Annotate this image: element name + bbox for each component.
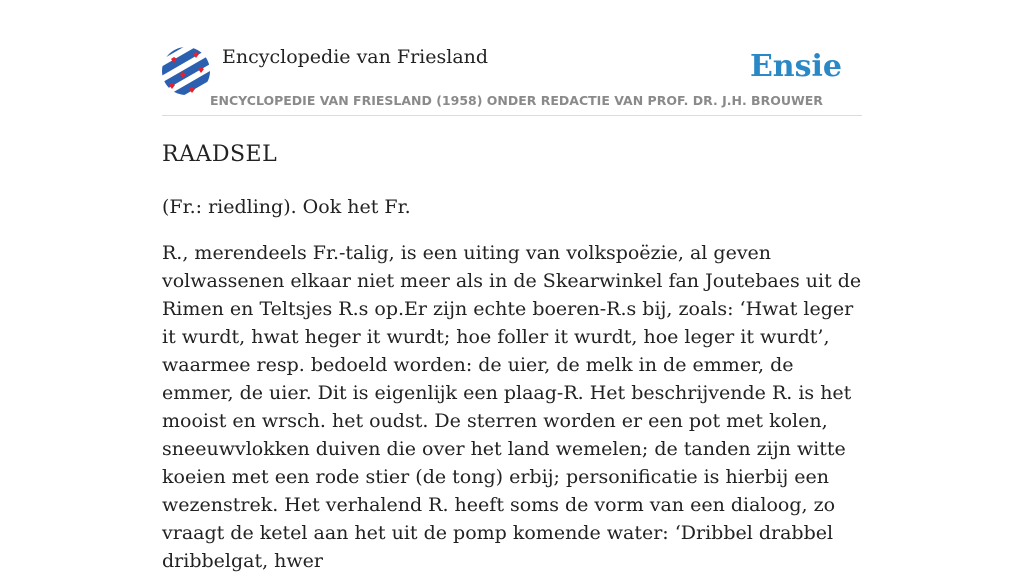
site-title[interactable]: Encyclopedie van Friesland	[222, 46, 489, 68]
article	[162, 140, 862, 575]
article-title: RAADSEL	[162, 142, 278, 167]
article-lead: (Fr.: riedling). Ook het Fr.	[162, 196, 411, 218]
ensie-brand-logo[interactable]: Ensie	[749, 49, 842, 84]
article-body: R., merendeels Fr.-talig, is een uiting van volkspoëzie, al geven volwassenen elkaar niet meer als in de Skearwinkel fan Joutebaes uit de Rimen en Teltsjes R.s op.Er zijn echte boeren-R.s bij, zoals: ‘Hwat leger it wurdt, hwat heger it wurdt; hoe foller it wurdt, hoe leger it wurdt’, waarmee resp. bedoeld worden: de uier, de melk in de emmer, de emmer, de uier. Dit is eigenlijk een plaag-R. Het beschrijvende R. is het mooist en wrsch. het oudst. De sterren worden er een pot met kolen, sneeuwvlokken duiven die over het land wemelen; de tanden zijn witte koeien met een rode stier (de tong) erbij; personificatie is hierbij een wezenstrek. Het verhalend R. heeft soms de vorm van een dialoog, zo vraagt de ketel aan het uit de pomp komende water: ‘Dribbel drabbel dribbelgat, hwer	[162, 242, 862, 572]
site-header	[162, 44, 862, 116]
frisian-flag-logo-icon[interactable]	[162, 47, 210, 95]
site-subtitle: ENCYCLOPEDIE VAN FRIESLAND (1958) ONDER REDACTIE VAN PROF. DR. J.H. BROUWER	[210, 93, 823, 108]
